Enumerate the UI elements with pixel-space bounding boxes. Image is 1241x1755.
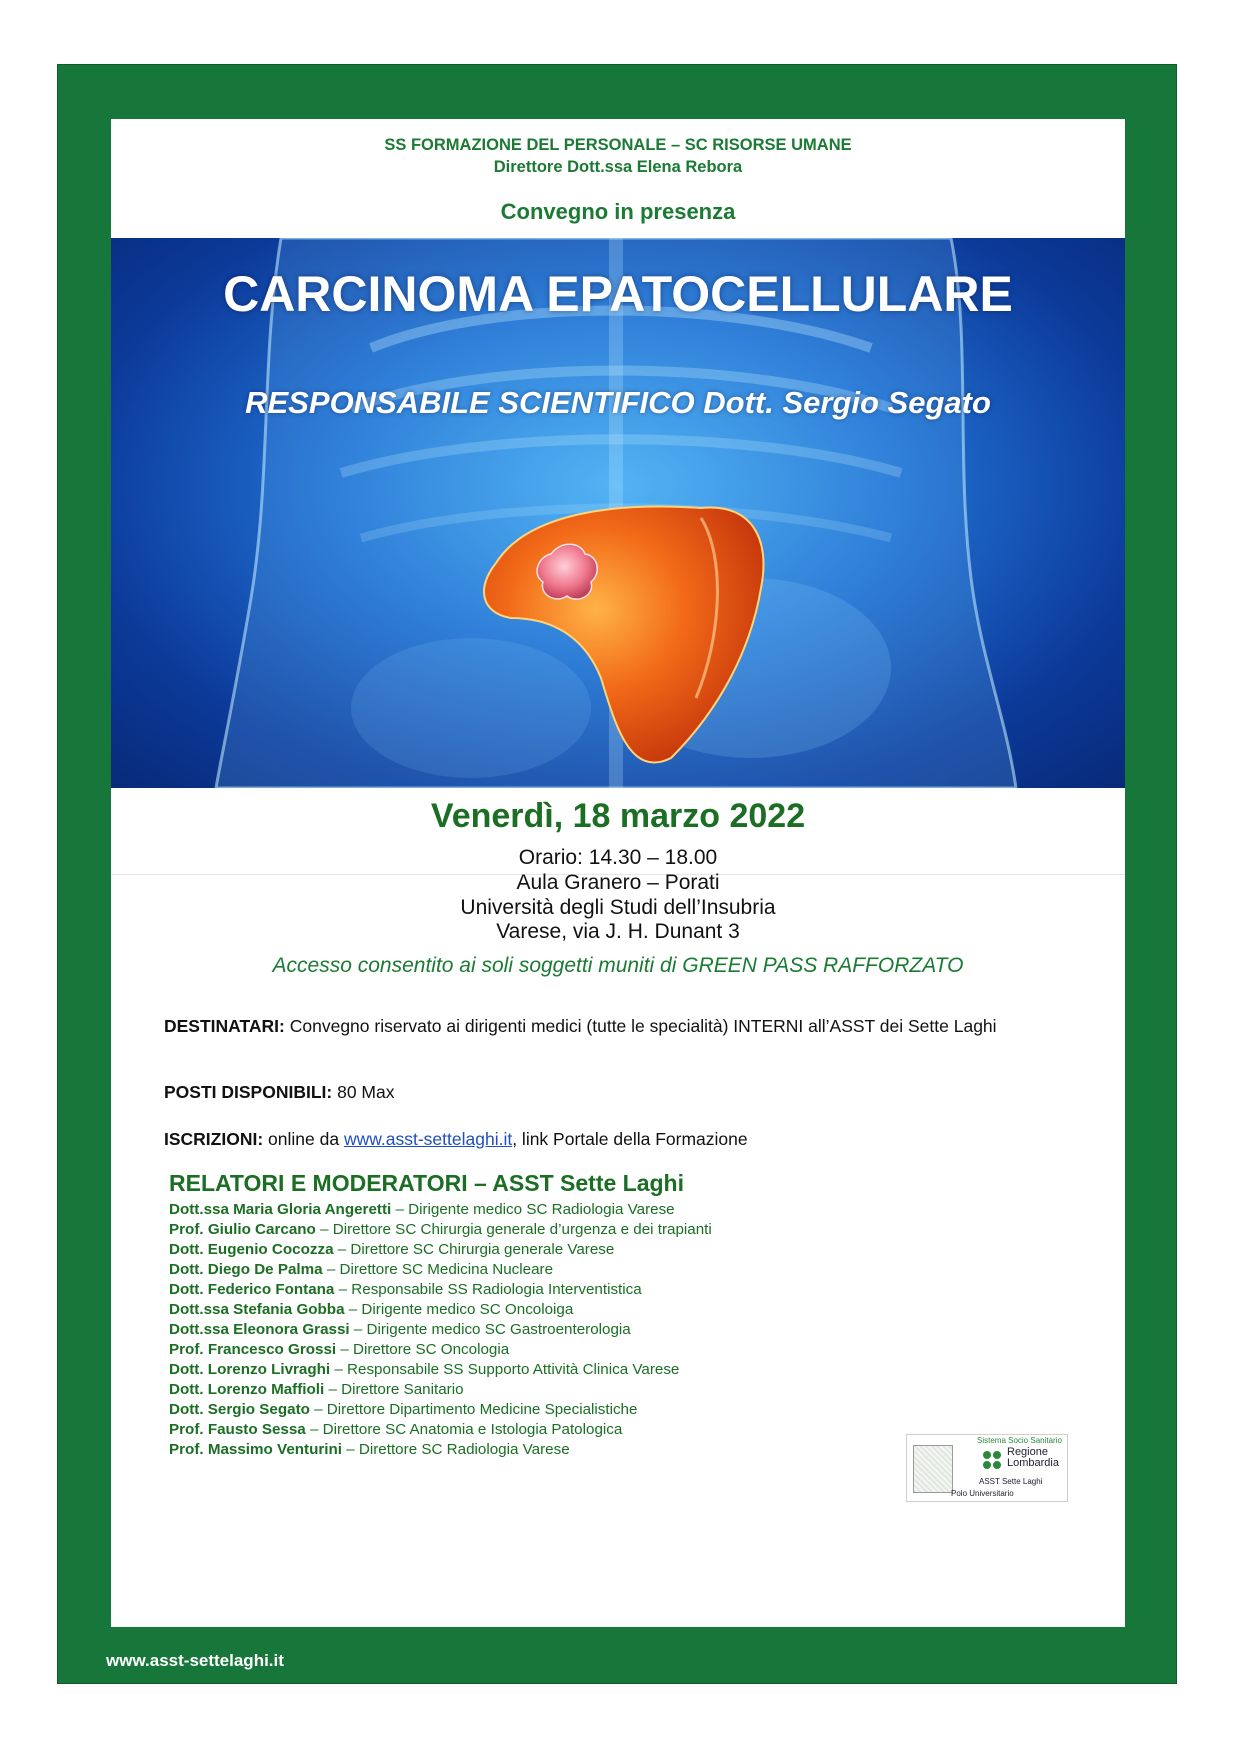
speaker-role: – Dirigente medico SC Radiologia Varese bbox=[391, 1201, 675, 1218]
logo-system-text: Sistema Socio Sanitario bbox=[977, 1436, 1062, 1445]
header-event-type: Convegno in presenza bbox=[500, 199, 736, 224]
posti-label: POSTI DISPONIBILI: bbox=[164, 1082, 333, 1102]
speaker-name: Dott.ssa Eleonora Grassi bbox=[169, 1321, 350, 1338]
speaker-role: – Responsabile SS Radiologia Interventistica bbox=[334, 1281, 642, 1298]
header-department: SS FORMAZIONE DEL PERSONALE – SC RISORSE UMANE bbox=[384, 136, 852, 154]
speaker-row bbox=[169, 1240, 712, 1260]
speaker-row bbox=[169, 1420, 712, 1440]
event-title: CARCINOMA EPATOCELLULARE bbox=[223, 266, 1013, 322]
speaker-role: – Direttore SC Radiologia Varese bbox=[342, 1441, 570, 1458]
speaker-name: Dott. Diego De Palma bbox=[169, 1261, 323, 1278]
speaker-role: – Responsabile SS Supporto Attività Clinica Varese bbox=[330, 1361, 680, 1378]
speaker-row bbox=[169, 1300, 712, 1320]
institution-logo bbox=[906, 1434, 1068, 1502]
speaker-role: – Direttore SC Medicina Nucleare bbox=[322, 1261, 554, 1278]
event-address: Varese, via J. H. Dunant 3 bbox=[496, 920, 740, 943]
posti-text: 80 Max bbox=[332, 1082, 395, 1102]
speaker-name: Dott.ssa Maria Gloria Angeretti bbox=[169, 1201, 392, 1218]
speaker-row bbox=[169, 1360, 712, 1380]
scientific-responsible: RESPONSABILE SCIENTIFICO Dott. Sergio Segato bbox=[245, 385, 991, 420]
logo-asst: ASST Sette Laghi bbox=[979, 1477, 1043, 1486]
event-university: Università degli Studi dell’Insubria bbox=[460, 896, 776, 919]
speaker-row bbox=[169, 1320, 712, 1340]
speaker-name: Dott.ssa Stefania Gobba bbox=[169, 1301, 345, 1318]
speaker-role: – Dirigente medico SC Gastroenterologia bbox=[349, 1321, 631, 1338]
logo-region-line1: Regione bbox=[1007, 1446, 1048, 1458]
speaker-row bbox=[169, 1440, 712, 1460]
iscrizioni-pre: online da bbox=[263, 1129, 344, 1149]
speaker-role: – Direttore SC Chirurgia generale Varese bbox=[333, 1241, 615, 1258]
logo-region bbox=[1007, 1447, 1059, 1469]
speaker-name: Prof. Francesco Grossi bbox=[169, 1341, 337, 1358]
speaker-name: Dott. Federico Fontana bbox=[169, 1281, 335, 1298]
speaker-name: Prof. Giulio Carcano bbox=[169, 1221, 316, 1238]
footer-url[interactable]: www.asst-settelaghi.it bbox=[106, 1651, 284, 1670]
logo-region-line2: Lombardia bbox=[1007, 1457, 1059, 1469]
posti-paragraph bbox=[164, 1080, 1072, 1104]
speaker-row bbox=[169, 1380, 712, 1400]
banner-image bbox=[111, 238, 1125, 788]
green-frame bbox=[57, 64, 1177, 1684]
speaker-row bbox=[169, 1340, 712, 1360]
iscrizioni-post: , link Portale della Formazione bbox=[512, 1129, 748, 1149]
poster-content bbox=[111, 119, 1125, 1627]
speaker-name: Dott. Lorenzo Maffioli bbox=[169, 1381, 325, 1398]
logo-polo: Polo Universitario bbox=[951, 1489, 1014, 1498]
regione-lombardia-icon bbox=[981, 1449, 1003, 1471]
speaker-role: – Dirigente medico SC Oncoloiga bbox=[344, 1301, 574, 1318]
event-date: Venerdì, 18 marzo 2022 bbox=[430, 797, 806, 835]
destinatari-text: Convegno riservato ai dirigenti medici (tutte le specialità) INTERNI all’ASST dei Sette Laghi bbox=[284, 1016, 997, 1036]
event-room: Aula Granero – Porati bbox=[516, 871, 720, 894]
event-time: Orario: 14.30 – 18.00 bbox=[518, 846, 718, 869]
speaker-role: – Direttore SC Chirurgia generale d’urgenza e dei trapianti bbox=[315, 1221, 712, 1238]
access-notice: Accesso consentito ai soli soggetti muniti di GREEN PASS RAFFORZATO bbox=[272, 954, 964, 977]
destinatari-paragraph bbox=[164, 1014, 1072, 1038]
speaker-role: – Direttore Sanitario bbox=[324, 1381, 464, 1398]
speaker-role: – Direttore Dipartimento Medicine Specialistiche bbox=[309, 1401, 638, 1418]
speaker-name: Prof. Massimo Venturini bbox=[169, 1441, 343, 1458]
speaker-name: Dott. Lorenzo Livraghi bbox=[169, 1361, 331, 1378]
iscrizioni-paragraph bbox=[164, 1127, 1072, 1151]
speaker-row bbox=[169, 1200, 712, 1220]
iscrizioni-label: ISCRIZIONI: bbox=[164, 1129, 264, 1149]
destinatari-label: DESTINATARI: bbox=[164, 1016, 285, 1036]
speaker-role: – Direttore SC Oncologia bbox=[336, 1341, 510, 1358]
header-director: Direttore Dott.ssa Elena Rebora bbox=[493, 158, 743, 176]
speaker-name: Prof. Fausto Sessa bbox=[169, 1421, 306, 1438]
speaker-row bbox=[169, 1280, 712, 1300]
speaker-name: Dott. Eugenio Cocozza bbox=[169, 1241, 334, 1258]
speaker-row bbox=[169, 1400, 712, 1420]
speakers-list bbox=[169, 1200, 712, 1460]
speakers-title: RELATORI E MODERATORI – ASST Sette Laghi bbox=[169, 1170, 684, 1196]
registration-link[interactable]: www.asst-settelaghi.it bbox=[343, 1129, 513, 1149]
speaker-name: Dott. Sergio Segato bbox=[169, 1401, 310, 1418]
university-seal-icon bbox=[913, 1445, 953, 1493]
speaker-row bbox=[169, 1260, 712, 1280]
speaker-row bbox=[169, 1220, 712, 1240]
speaker-role: – Direttore SC Anatomia e Istologia Patologica bbox=[305, 1421, 623, 1438]
